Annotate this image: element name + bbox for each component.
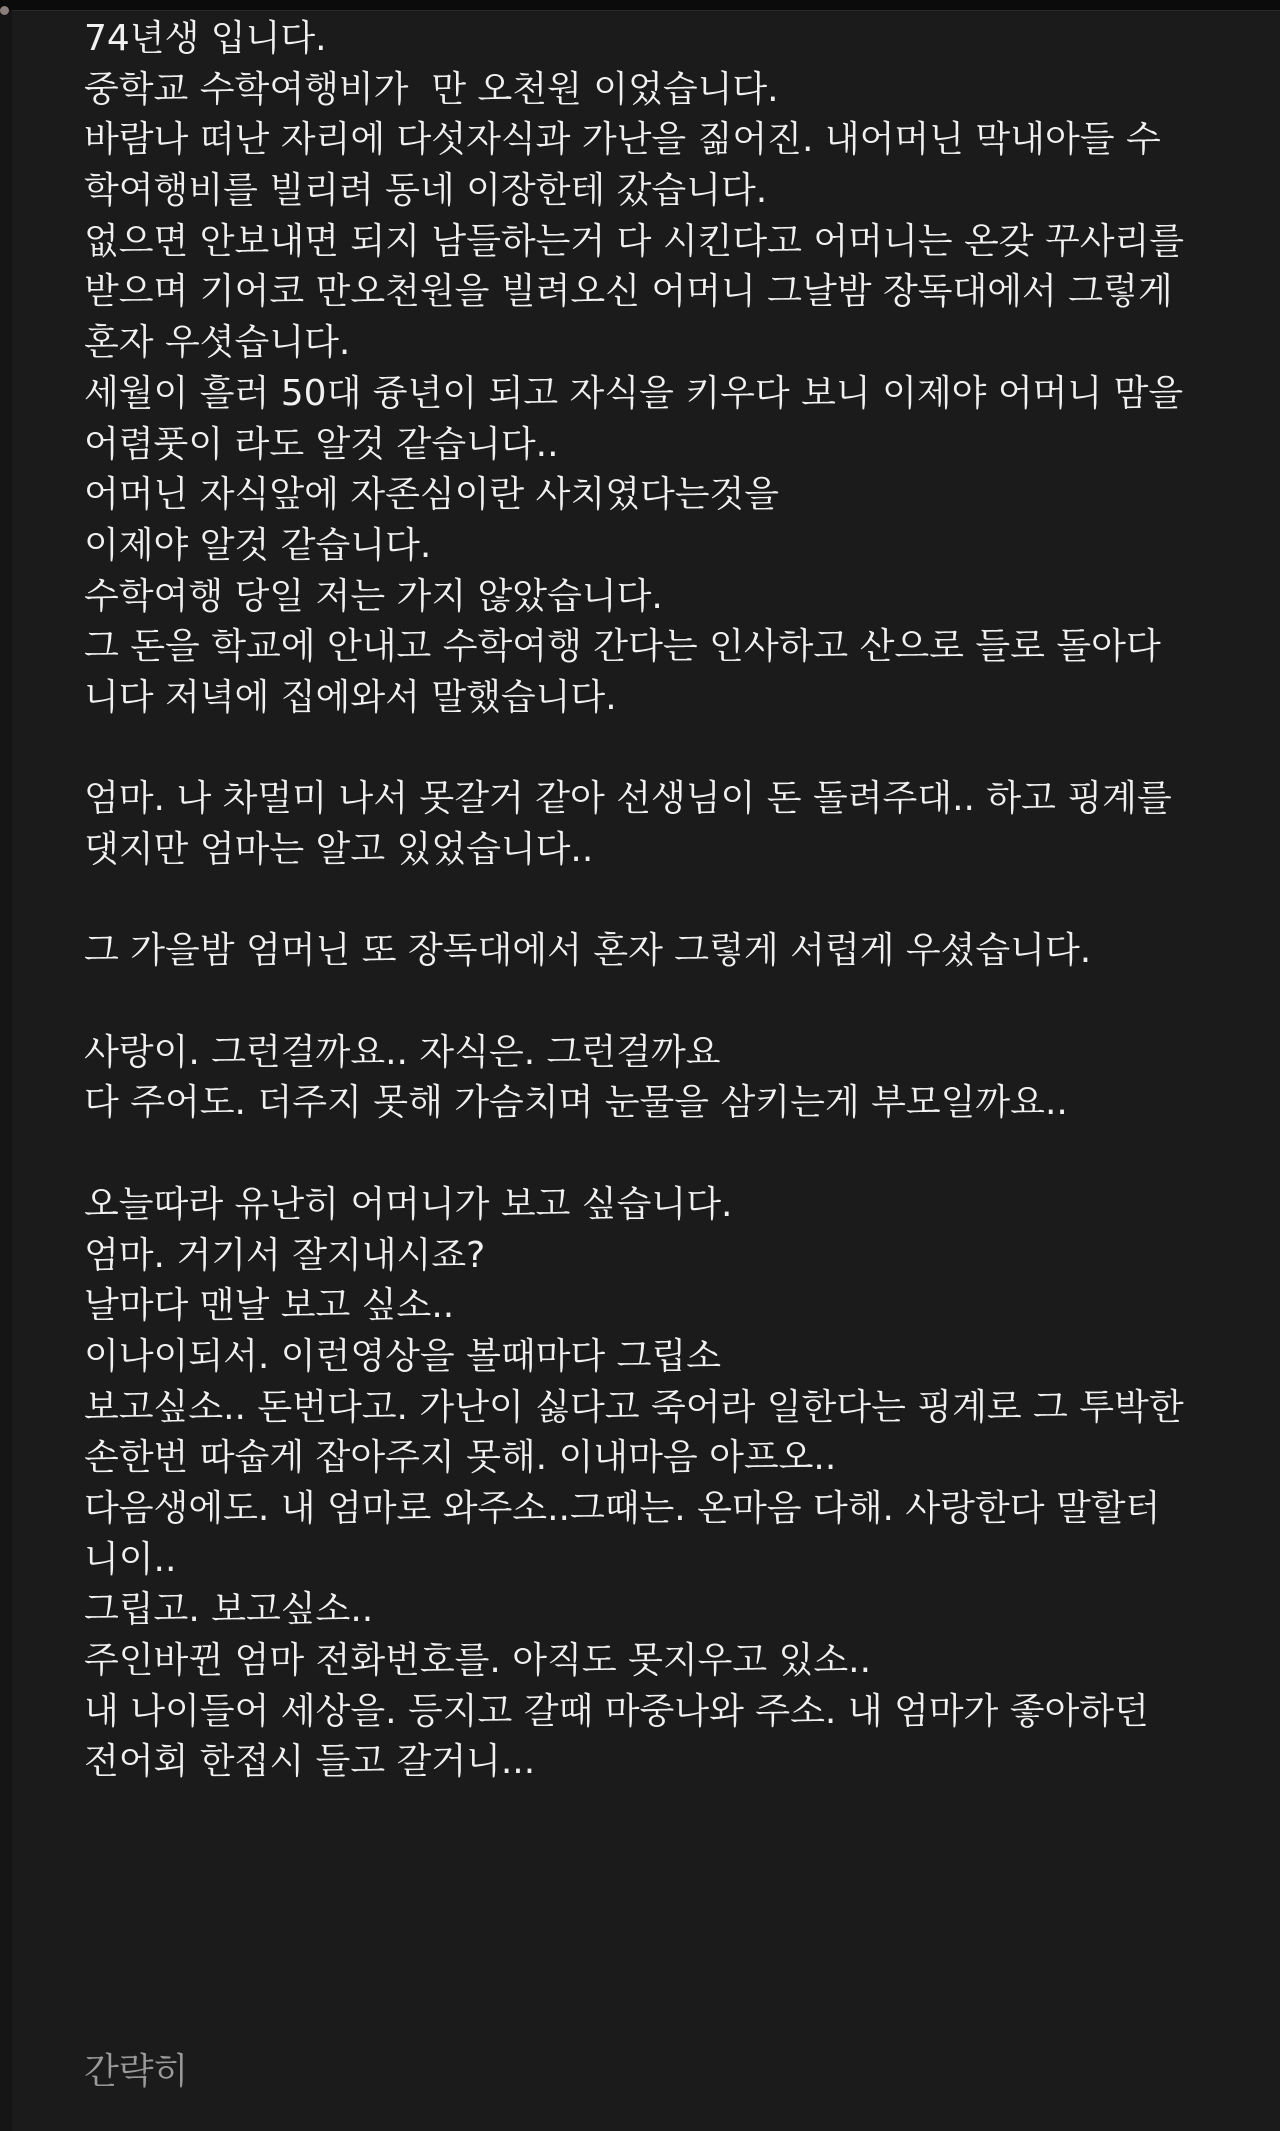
comment-line: 학여행비를 빌리려 동네 이장한테 갔습니다. (84, 170, 768, 212)
comment-line: 없으면 안보내면 되지 남들하는거 다 시킨다고 어머니는 온갖 꾸사리를 (84, 220, 1185, 262)
comment-line: 사랑이. 그런걸까요.. 자식은. 그런걸까요 (84, 1031, 721, 1073)
comment-line: 그 가을밤 엄머닌 또 장독대에서 혼자 그렇게 서럽게 우셨습니다. (84, 930, 1092, 972)
comment-line: 어머닌 자식앞에 자존심이란 사치였다는것을 (84, 474, 780, 516)
comment-line: 그립고. 보고싶소.. (84, 1589, 374, 1631)
comment-body (84, 0, 1264, 1788)
comment-line: 받으며 기어코 만오천원을 빌려오신 어머니 그날밤 장독대에서 그렇게 (84, 271, 1173, 313)
collapse-link[interactable]: 간략히 (84, 2051, 189, 2092)
comment-line: 보고싶소.. 돈번다고. 가난이 싫다고 죽어라 일한다는 핑계로 그 투박한 (84, 1386, 1184, 1428)
comment-line: 니다 저녁에 집에와서 말했습니다. (84, 676, 617, 718)
comment-line: 어렴풋이 라도 알것 같습니다.. (84, 423, 559, 465)
comment-line: 이제야 알것 같습니다. (84, 524, 432, 566)
comment-line: 날마다 맨날 보고 싶소.. (84, 1285, 455, 1327)
avatar[interactable] (0, 6, 9, 15)
comment-line: 댓지만 엄마는 알고 있었습니다.. (84, 829, 594, 870)
comment-line: 니이.. (84, 1538, 177, 1580)
comment-line: 엄마. 나 차멀미 나서 못갈거 같아 선생님이 돈 돌려주대.. 하고 핑계를 (84, 778, 1172, 820)
comment-line: 세월이 흘러 50대 즁년이 되고 자식을 키우다 보니 이제야 어머니 맘을 (84, 372, 1184, 414)
blank-line (84, 724, 1264, 775)
comment-line: 중학교 수학여행비가 만 오천원 이었습니다. (84, 68, 779, 110)
left-edge (0, 10, 12, 2131)
comment-line: 이나이되서. 이런영상을 볼때마다 그립소 (84, 1335, 721, 1377)
comment-line: 다음생에도. 내 엄마로 와주소..그때는. 온마음 다해. 사랑한다 말할터 (84, 1487, 1161, 1529)
comment (84, 0, 1264, 2092)
comment-line: 74년생 입니다. (84, 18, 327, 59)
comment-line: 엄마. 거기서 잘지내시죠? (84, 1234, 486, 1276)
comment-line: 전어회 한접시 들고 갈거니... (84, 1741, 536, 1783)
comment-line: 수학여행 당일 저는 가지 않았습니다. (84, 575, 663, 617)
blank-line (84, 1129, 1264, 1180)
comment-line: 주인바뀐 엄마 전화번호를. 아직도 못지우고 있소.. (84, 1640, 872, 1681)
blank-line (84, 876, 1264, 927)
comment-line: 바람나 떠난 자리에 다섯자식과 가난을 짊어진. 내어머닌 막내아들 수 (84, 119, 1161, 161)
comment-line: 오늘따라 유난히 어머니가 보고 싶습니다. (84, 1183, 733, 1225)
comment-line: 손한번 따숩게 잡아주지 못해. 이내마음 아프오.. (84, 1437, 837, 1479)
blank-line (84, 977, 1264, 1028)
comment-line: 그 돈을 학교에 안내고 수학여행 간다는 인사하고 산으로 들로 돌아다 (84, 626, 1161, 668)
comment-line: 다 주어도. 더주지 못해 가슴치며 눈물을 삼키는게 부모일까요.. (84, 1082, 1068, 1124)
comment-line: 혼자 우셧습니다. (84, 322, 351, 364)
comment-line: 내 나이들어 세상을. 등지고 갈때 마중나와 주소. 내 엄마가 좋아하던 (84, 1690, 1149, 1732)
